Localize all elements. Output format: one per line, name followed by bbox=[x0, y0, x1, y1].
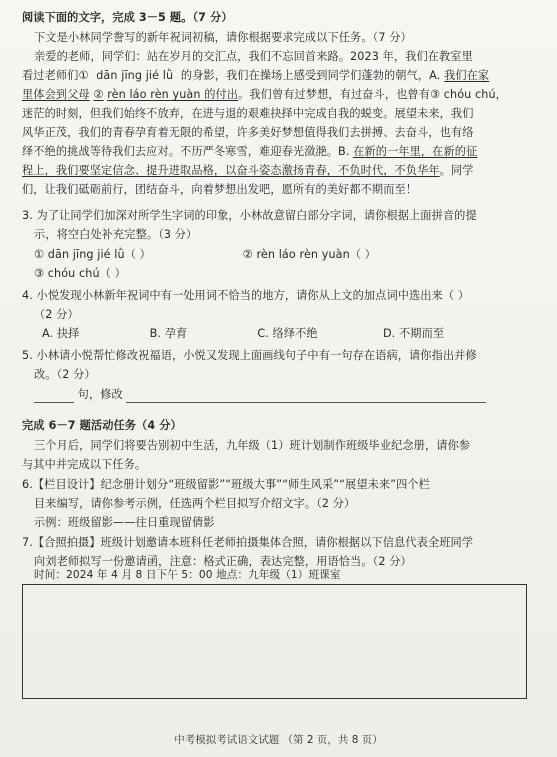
passage-text: 看过老师们① bbox=[22, 69, 89, 82]
passage-line-3 bbox=[22, 87, 537, 103]
pinyin-1: dān jīng jié lǜ bbox=[96, 69, 174, 82]
section1-heading: 阅读下面的文字，完成 3－5 题。（7 分） bbox=[22, 11, 233, 24]
page-footer: 中考模拟考试语文试题 （第 2 页，共 8 页） bbox=[174, 734, 383, 746]
q5-stem-2: 改。（2 分） bbox=[34, 368, 96, 381]
passage-text: 的身影，我们在操场上感受到同学们蓬勃的朝气，A. bbox=[180, 69, 441, 82]
section2-intro-1: 三个月后，同学们将要告别初中生活，九年级（1）班计划制作班级毕业纪念册，请你参 bbox=[34, 439, 471, 452]
passage-line-5: 风华正茂，我们的青春孕育着无限的希望，许多美好梦想值得我们去拼搏、去奋斗，也有络 bbox=[22, 126, 474, 139]
pinyin-3: chóu chú， bbox=[443, 88, 507, 101]
underlined-sentence-b: 在新的一年里，在新的征 bbox=[353, 145, 478, 158]
q3-stem-1: 3. 为了让同学们加深对所学生字词的印象，小林故意留白部分字词，请你根据上面拼音的提 bbox=[22, 209, 477, 222]
q5-answer-row bbox=[34, 387, 549, 403]
q7-line-2: 向刘老师拟写一份邀请函，注意：格式正确，表达完整，用语恰当。（2 分） bbox=[34, 555, 412, 568]
passage-line-7 bbox=[22, 163, 537, 179]
passage-line-6 bbox=[22, 144, 537, 160]
section2-heading: 完成 6－7 题活动任务（4 分） bbox=[22, 419, 182, 432]
q3-option-1[interactable]: ① dān jīng jié lǜ（ ） bbox=[34, 248, 151, 261]
passage-line-2 bbox=[22, 68, 537, 84]
passage-line-4: 迷茫的时刻，但我们始终不放弃，在进与退的艰难抉择中完成自我的蜕变。展望未来，我们 bbox=[22, 107, 474, 120]
q6-line-2: 目来编写，请你参考示例，任选两个栏目拟写介绍文字。（2 分） bbox=[34, 497, 356, 510]
q3-options-row-1 bbox=[34, 247, 549, 263]
passage-line-8: 们，让我们砥砺前行，团结奋斗，向着梦想出发吧，愿所有的美好都不期而至！ bbox=[22, 183, 418, 196]
circle-number-2: ② bbox=[93, 88, 104, 101]
q7-line-1: 7.【合照拍摄】班级计划邀请本班科任老师拍摄集体合照，请你根据以下信息代表全班同学 bbox=[22, 536, 474, 549]
section2-intro-2: 与其中并完成以下任务。 bbox=[22, 458, 147, 471]
q3-stem-2: 示，将空白处补充完整。（3 分） bbox=[34, 228, 198, 241]
q4-option-a[interactable]: A. 抉择 bbox=[42, 327, 80, 340]
q4-option-d[interactable]: D. 不期而至 bbox=[382, 327, 445, 340]
q6-example: 示例：班级留影——往日重现留倩影 bbox=[34, 516, 215, 529]
q6-line-1: 6.【栏目设计】纪念册计划分“班级留影”“班级大事”“师生风采”“展望未来”四个栏 bbox=[22, 478, 430, 491]
q7-info: 时间：2024 年 4 月 8 日下午 5：00 地点：九年级（1）班课室 bbox=[34, 569, 341, 581]
passage-text: 。同学 bbox=[439, 164, 474, 177]
pinyin-2: rèn láo rèn yuàn 的付出 bbox=[107, 88, 239, 101]
q3-option-2[interactable]: ② rèn láo rèn yuàn（ ） bbox=[242, 248, 377, 261]
passage-text: 绎不绝的挑战等待我们去应对。不历严冬寒雪，难迎春光潋滟。B. bbox=[22, 145, 350, 158]
passage-text: 。我们曾有过梦想，有过奋斗，也曾有③ bbox=[238, 88, 441, 101]
q5-revision-blank[interactable] bbox=[126, 390, 486, 403]
q5-fill-label: 句，修改 bbox=[77, 388, 123, 401]
underlined-sentence-a: 里体会到父母 bbox=[22, 88, 90, 101]
q4-options bbox=[42, 326, 557, 342]
q4-score: （2 分） bbox=[34, 308, 79, 321]
q7-answer-box[interactable] bbox=[22, 584, 527, 699]
passage-line-1: 亲爱的老师，同学们：站在岁月的交汇点，我们不忘回首来路。2023 年，我们在教室里 bbox=[34, 50, 473, 63]
section1-intro: 下文是小林同学誊写的新年祝词初稿，请你根据要求完成以下任务。（7 分） bbox=[34, 31, 412, 44]
q3-option-3[interactable]: ③ chóu chú（ ） bbox=[34, 267, 126, 280]
q4-option-b[interactable]: B. 孕育 bbox=[149, 327, 188, 340]
q4-stem: 4. 小悦发现小林新年祝词中有一处用词不恰当的地方，请你从上文的加点词中选出来（ ） bbox=[22, 289, 470, 302]
q4-option-c[interactable]: C. 络绎不绝 bbox=[257, 327, 318, 340]
underlined-sentence-b: 程上，我们要坚定信念、提升进取品格，以奋斗姿态激扬青春，不负时代，不负华年 bbox=[22, 164, 440, 177]
q5-stem-1: 5. 小林请小悦帮忙修改祝福语，小悦又发现上面画线句子中有一句存在语病，请你指出并修 bbox=[22, 349, 477, 362]
q5-sentence-blank[interactable] bbox=[34, 390, 74, 403]
underlined-sentence-a: 我们在家 bbox=[444, 69, 490, 82]
